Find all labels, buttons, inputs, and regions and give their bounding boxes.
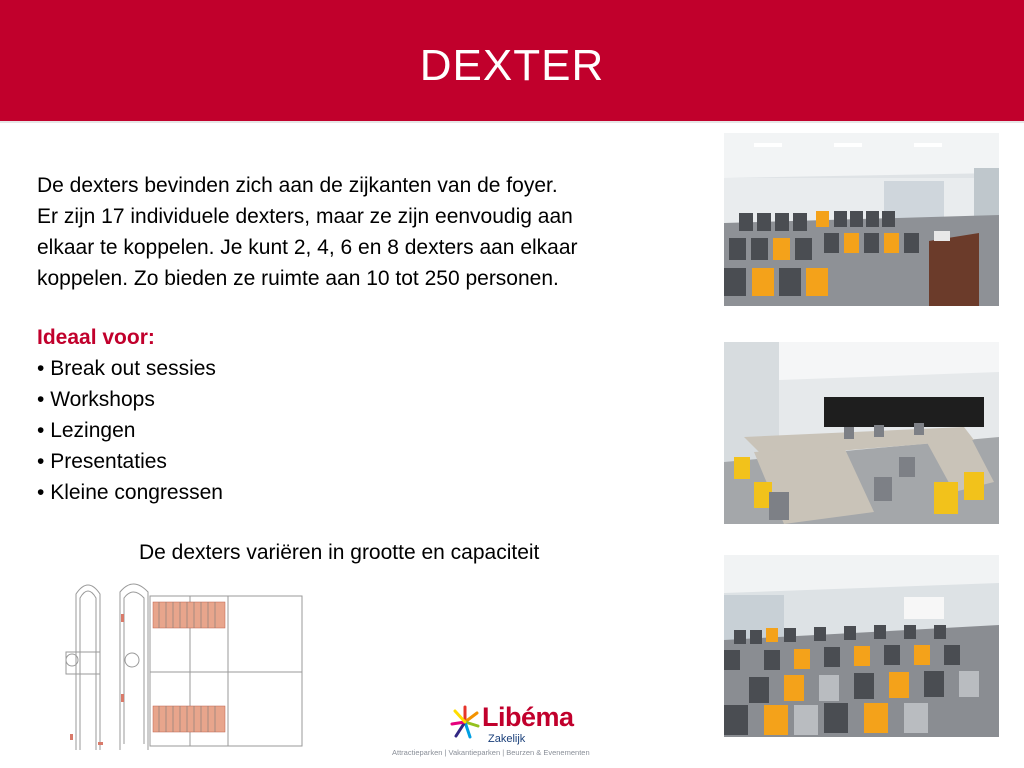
ideal-heading: Ideaal voor: bbox=[37, 326, 155, 349]
room-photo-theatre bbox=[724, 133, 999, 306]
list-item: • Workshops bbox=[37, 384, 223, 415]
list-item: • Kleine congressen bbox=[37, 477, 223, 508]
intro-line: Er zijn 17 individuele dexters, maar ze zijn eenvoudig aan bbox=[37, 205, 573, 228]
title-bar bbox=[0, 0, 1024, 123]
room-photo-u-shape-image bbox=[724, 342, 999, 524]
intro-paragraph bbox=[37, 170, 707, 294]
slide-title: DEXTER bbox=[419, 41, 605, 90]
libema-logo bbox=[390, 700, 640, 764]
intro-line: koppelen. Zo bieden ze ruimte aan 10 tot 250 personen. bbox=[37, 267, 559, 290]
list-item: • Presentaties bbox=[37, 446, 223, 477]
room-photo-large-hall-image bbox=[724, 555, 999, 737]
floorplan-drawing bbox=[58, 574, 308, 752]
logo-name: Libéma bbox=[482, 702, 574, 732]
logo-subtitle: Zakelijk bbox=[488, 733, 526, 745]
room-photo-large-hall bbox=[724, 555, 999, 737]
room-photo-u-shape bbox=[724, 342, 999, 524]
intro-line: elkaar te koppelen. Je kunt 2, 4, 6 en 8 dexters aan elkaar bbox=[37, 236, 578, 259]
intro-line: De dexters bevinden zich aan de zijkanten van de foyer. bbox=[37, 174, 558, 197]
list-item: • Lezingen bbox=[37, 415, 223, 446]
list-item: • Break out sessies bbox=[37, 353, 223, 384]
floorplan-caption: De dexters variëren in grootte en capaciteit bbox=[139, 541, 540, 564]
room-photo-theatre-image bbox=[724, 133, 999, 306]
star-burst-icon bbox=[450, 704, 480, 740]
floorplan-image bbox=[58, 574, 308, 752]
logo-tagline: Attractieparken | Vakantieparken | Beurzen & Evenementen bbox=[392, 748, 590, 757]
ideal-list bbox=[37, 353, 223, 508]
